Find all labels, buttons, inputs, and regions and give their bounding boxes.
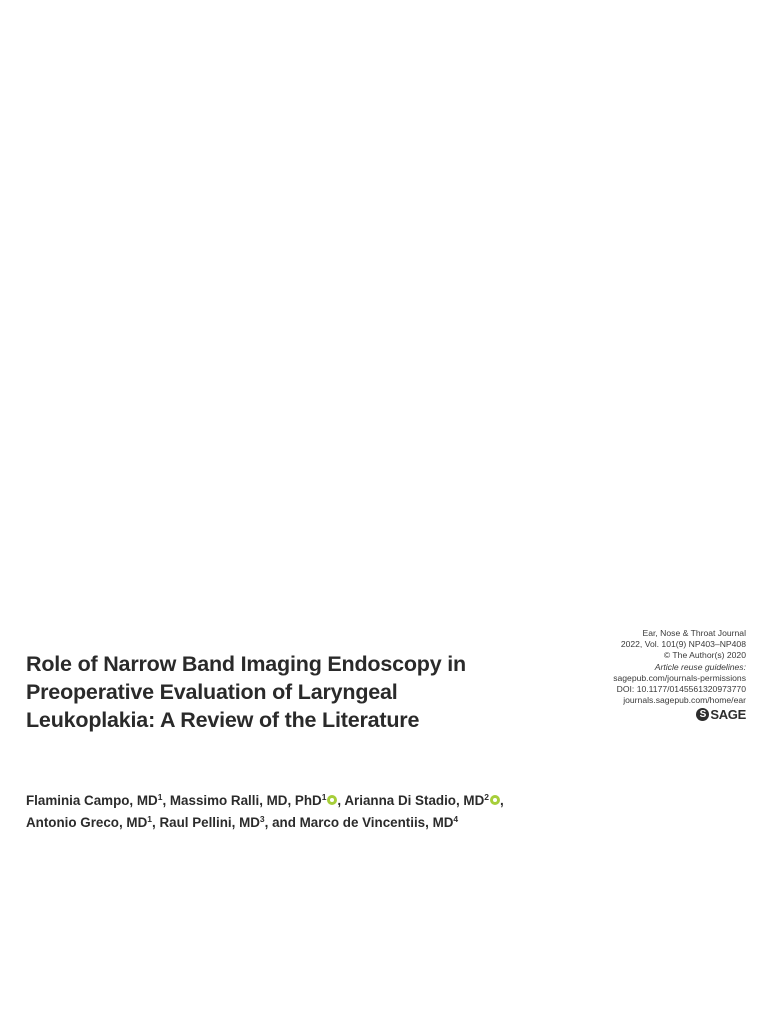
title-line: Role of Narrow Band Imaging Endoscopy in (26, 652, 466, 676)
journal-name: Ear, Nose & Throat Journal (642, 628, 746, 638)
affiliation-mark: 1 (147, 814, 152, 824)
author-name: Marco de Vincentiis, MD (299, 815, 454, 830)
permissions-link[interactable]: sagepub.com/journals-permissions (613, 672, 746, 683)
title-line: Preoperative Evaluation of Laryngeal (26, 680, 398, 704)
author-name: Massimo Ralli, MD, PhD (169, 793, 322, 808)
affiliation-mark: 3 (259, 814, 265, 824)
doi[interactable]: DOI: 10.1177/0145561320973770 (616, 684, 746, 695)
author-separator: , (499, 793, 504, 808)
author-line (26, 812, 746, 834)
affiliation-mark: 2 (484, 792, 489, 802)
journal-citation: 2022, Vol. 101(9) NP403–NP408 (620, 639, 746, 650)
author-name: Arianna Di Stadio, MD (344, 793, 485, 808)
affiliation-mark: 1 (321, 792, 327, 802)
author-name: Flaminia Campo, MD (26, 793, 158, 808)
author-separator: , (337, 793, 345, 808)
author-separator: , (152, 815, 160, 830)
author-line (26, 790, 746, 812)
author-name: Raul Pellini, MD (159, 815, 260, 830)
journal-home-link[interactable]: journals.sagepub.com/home/ear (623, 695, 746, 706)
orcid-icon[interactable] (327, 795, 337, 805)
publisher-name: SAGE (710, 707, 746, 723)
author-name: Antonio Greco, MD (26, 815, 148, 830)
author-separator: , (162, 793, 170, 808)
sage-logo-icon: S (696, 708, 709, 721)
journal-metadata (546, 628, 746, 721)
article-title (26, 650, 566, 734)
orcid-icon[interactable] (490, 795, 500, 805)
publisher-logo (696, 708, 746, 721)
author-separator: , and (264, 815, 300, 830)
affiliation-mark: 1 (157, 792, 163, 802)
affiliation-mark: 4 (453, 814, 459, 824)
reuse-label: Article reuse guidelines: (654, 661, 746, 672)
copyright-notice: © The Author(s) 2020 (663, 650, 746, 661)
title-line: Leukoplakia: A Review of the Literature (26, 708, 420, 732)
author-list (26, 790, 746, 834)
